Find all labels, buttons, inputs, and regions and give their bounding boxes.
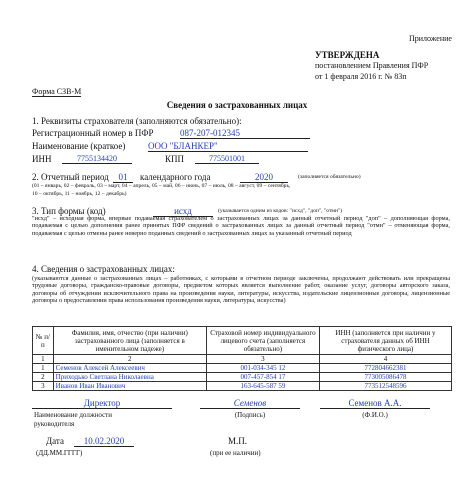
col-header-number: № п/п [33,327,54,355]
section4-description: (указываются данные о застрахованных лицах – работниках, с которыми в отчетном периоде заключены, продолжают действовать или прекращены трудовые договоры, гражданско-правовые договоры, предметом которых является выполнение работ, оказание услуг, договоры авторского заказа, договоры об отчуждении исключительного права на произведения науки, литературы, искусства, издательские лицензионные договоры, лицензионные договоры о предоставлении права использования произведения науки, литературы, искусства) [32,275,450,305]
col-header-inn: ИНН (заполняется при наличии у страхователя данных об ИНН физического лица) [319,327,451,355]
appendix-label: Приложение [409,34,452,43]
inn-label: ИНН [32,154,52,164]
kpp-label: КПП [165,154,185,164]
stamp-label: М.П. [228,436,248,446]
col-header-snils: Страховой номер индивидуального лицевого счета (заполняется обязательно) [206,327,319,355]
section4-heading: 4. Сведения о застрахованных лицах: [32,264,175,274]
table-row [33,382,452,391]
row-fio[interactable]: Иванов Иван Иванович [53,382,206,391]
period-hint-line1: (01 – январь, 02 – февраль, 03 – март, 04 – апрель, 05 – май, 06 – июнь, 07 – июль, 08 – август, 09 – сентябрь, [32,183,291,189]
page-title: Сведения о застрахованных лицах [166,100,308,110]
index-cell: 4 [319,355,451,364]
row-number: 3 [33,382,54,391]
date-field[interactable]: 10.02.2020 [74,436,134,447]
table-index-row [33,355,452,364]
org-name-label: Наименование (краткое) [32,141,126,151]
form-type-field[interactable]: исхд [153,206,213,217]
form-type-label: 3. Тип формы (код) [32,206,106,216]
kpp-field[interactable]: 775501001 [195,154,259,164]
org-name-field[interactable]: ООО "БЛАНКЕР" [148,141,308,152]
form-type-description: "исхд" – исходная форма, впервые подаваемая страхователем о застрахованных лицах за данный отчетный период "доп" – дополняющая форма, подаваемая с целью дополнения ранее принятых ПФР сведений о застрахованных лицах за данный отчетный период "отмн" – отменяющая форма, подаваемая с целью отмены ранее неверно поданных сведений о застрахованных лицах за указанный отчетный период [32,215,450,237]
section1-heading: 1. Реквизиты страхователя (заполняются обязательно): [32,116,242,126]
signature-field[interactable]: Семенов [200,398,300,409]
position-field[interactable]: Директор [32,398,172,409]
signature-label: (Подпись) [234,411,266,419]
stamp-note: (при ее наличии) [210,449,261,457]
index-cell: 2 [53,355,206,364]
row-number: 1 [33,364,54,373]
period-hint-line2: 10 – октябрь, 11 – ноябрь, 12 – декабрь) [32,191,127,197]
col-header-fio: Фамилия, имя, отчество (при наличии) застрахованного лица (заполняется в именительном падеже) [53,327,206,355]
row-snils[interactable]: 007-457-854 17 [206,373,319,382]
form-code: Форма СЗВ-М [32,87,82,96]
date-format-label: (ДД.ММ.ГГГГ) [36,449,83,457]
period-field[interactable]: 01 [113,172,133,183]
row-inn[interactable]: 772804662381 [319,364,451,373]
fio-label: (Ф.И.О.) [362,411,388,419]
index-cell: 1 [33,355,54,364]
date-label: Дата [46,436,64,446]
reg-number-label: Регистрационный номер в ПФР [32,128,154,138]
row-number: 2 [33,373,54,382]
table-row [33,364,452,373]
row-snils[interactable]: 163-645-587 59 [206,382,319,391]
table-header-row [33,327,452,355]
period-label: 2. Отчетный период [32,172,109,182]
row-fio[interactable]: Семенов Алексей Алексеевич [53,364,206,373]
table-row [33,373,452,382]
year-label: календарного года [140,172,211,182]
row-fio[interactable]: Приходько Светлана Николаевна [53,373,206,382]
insured-persons-table [32,326,452,391]
position-label-line1: Наименование должности [34,411,112,419]
year-field[interactable]: 2020 [240,172,288,183]
fio-field[interactable]: Семенов А.А. [320,398,430,409]
row-inn[interactable]: 773512548596 [319,382,451,391]
form-type-note: (указывается одним из кодов: "исхд", "доп", "отмн") [218,208,343,214]
resolution-line2: от 1 февраля 2016 г. № 83п [315,72,407,81]
row-inn[interactable]: 773005086478 [319,373,451,382]
inn-field[interactable]: 7755134420 [62,154,132,164]
row-snils[interactable]: 001-034-345 12 [206,364,319,373]
index-cell: 3 [206,355,319,364]
approved-label: УТВЕРЖДЕНА [315,50,380,60]
position-label-line2: руководителя [34,420,75,428]
resolution-line1: постановлением Правления ПФР [315,61,429,70]
year-note: (заполняется обязательно) [298,174,361,180]
reg-number-field[interactable]: 087-207-012345 [180,128,310,139]
